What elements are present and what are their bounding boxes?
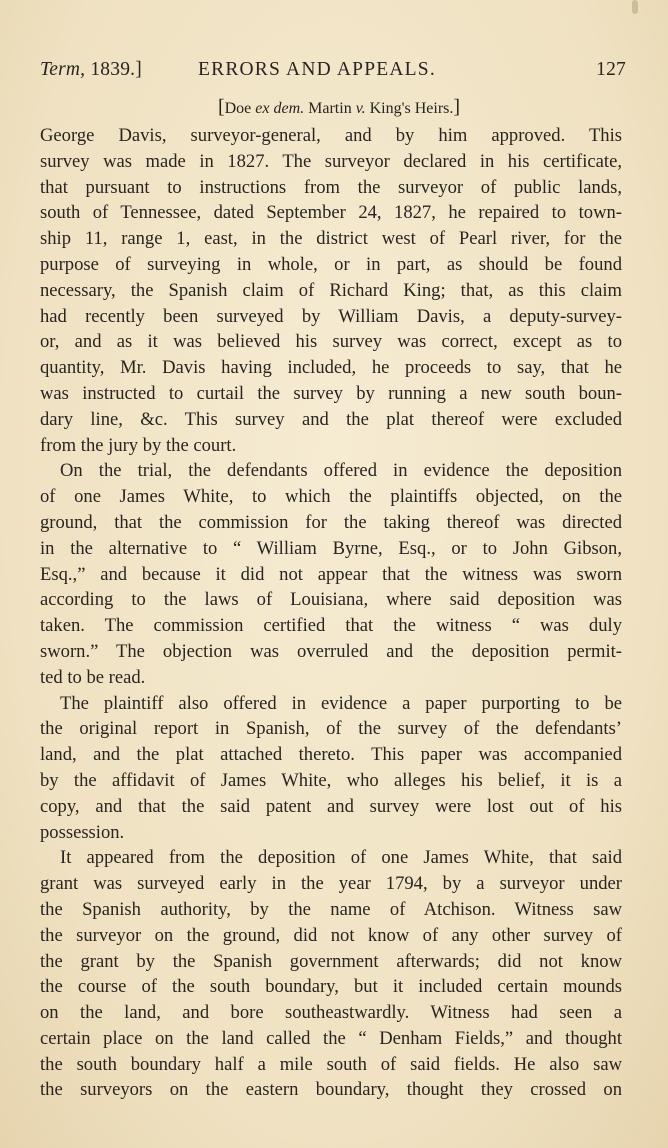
open-bracket: [ [217, 96, 225, 118]
text-line: that pursuant to instructions from the surveyor of public lands, [40, 176, 622, 198]
text-line: the Spanish authority, by the name of Atchison. Witness saw [40, 898, 622, 920]
case-parties: King's Heirs. [365, 100, 454, 117]
text-line: George Davis, surveyor-general, and by him approved. This [40, 125, 622, 146]
text-line: dary line, &c. This survey and the plat thereof were excluded [40, 408, 622, 430]
running-title: ERRORS AND APPEALS. [198, 59, 436, 80]
text-line: possession. [40, 821, 125, 843]
case-ex-dem: ex dem. [255, 100, 305, 117]
term-word: Term, [40, 59, 86, 80]
case-versus: v. [355, 100, 366, 117]
text-line: had recently been surveyed by William Davis, a deputy-survey- [40, 305, 622, 327]
text-line: survey was made in 1827. The surveyor declared in his certificate, [40, 150, 622, 172]
text-line: or, and as it was believed his survey was correct, except as to [40, 331, 622, 353]
text-line: of one James White, to which the plaintiffs objected, on the [40, 486, 622, 508]
case-doe: Doe [224, 100, 256, 117]
text-line: the course of the south boundary, but it included certain mounds [40, 976, 622, 998]
text-line: certain place on the land called the “ Denham Fields,” and thought [40, 1027, 622, 1049]
text-line: land, and the plat attached thereto. This paper was accompanied [40, 744, 622, 766]
paper-stain [632, 0, 638, 14]
text-line: in the alternative to “ William Byrne, Esq., or to John Gibson, [40, 537, 622, 559]
case-heading [0, 96, 668, 120]
text-line: taken. The commission certified that the witness “ was duly [40, 615, 622, 637]
text-line: ship 11, range 1, east, in the district west of Pearl river, for the [40, 228, 622, 250]
case-martin: Martin [304, 100, 356, 117]
text-line: purpose of surveying in whole, or in part, as should be found [40, 253, 622, 275]
page-number: 127 [596, 59, 626, 80]
term-year: 1839.] [85, 59, 142, 80]
paragraph-start-line: The plaintiff also offered in evidence a paper purporting to be [60, 692, 622, 714]
text-line: was instructed to curtail the survey by running a new south boun- [40, 382, 622, 404]
text-line: the original report in Spanish, of the survey of the defendants’ [40, 718, 622, 740]
paragraph-start-line: It appeared from the deposition of one James White, that said [60, 847, 622, 869]
text-line: sworn.” The objection was overruled and the deposition permit- [40, 640, 622, 662]
text-line: copy, and that the said patent and survey were lost out of his [40, 795, 622, 817]
text-line: the surveyor on the ground, did not know of any other survey of [40, 924, 622, 946]
text-line: on the land, and bore southeastwardly. Witness had seen a [40, 1002, 622, 1024]
running-head [40, 56, 626, 84]
text-line: ted to be read. [40, 666, 146, 688]
text-line: from the jury by the court. [40, 434, 237, 456]
text-line: ground, that the commission for the taking thereof was directed [40, 511, 622, 533]
text-line: Esq.,” and because it did not appear that the witness was sworn [40, 563, 622, 585]
text-line: grant was surveyed early in the year 1794, by a surveyor under [40, 873, 622, 895]
text-line: necessary, the Spanish claim of Richard King; that, as this claim [40, 279, 622, 301]
text-line: the grant by the Spanish government afterwards; did not know [40, 950, 622, 972]
text-line: by the affidavit of James White, who alleges his belief, it is a [40, 769, 622, 791]
body-text [40, 123, 622, 1103]
text-line: the surveyors on the eastern boundary, thought they crossed on [40, 1079, 622, 1101]
text-line: quantity, Mr. Davis having included, he proceeds to say, that he [40, 357, 622, 379]
text-line: according to the laws of Louisiana, where said deposition was [40, 589, 622, 611]
close-bracket: ] [453, 96, 461, 118]
paragraph-start-line: On the trial, the defendants offered in evidence the deposition [60, 460, 622, 482]
term-label [40, 56, 142, 84]
text-line: south of Tennessee, dated September 24, 1827, he repaired to town- [40, 202, 622, 224]
text-line: the south boundary half a mile south of said fields. He also saw [40, 1053, 622, 1075]
